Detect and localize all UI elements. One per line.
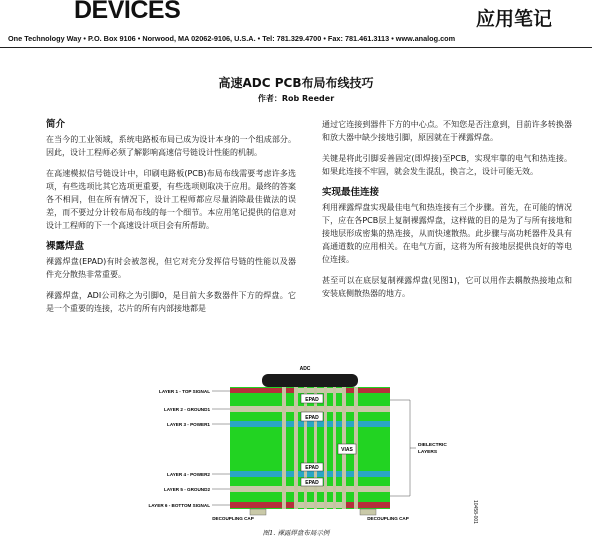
layer-label: LAYER 2 - GROUND1 (163, 407, 210, 412)
layer-label: LAYER 4 - POWER2 (167, 472, 210, 477)
board-stack (230, 387, 390, 509)
right-column (322, 118, 572, 308)
figure-number: 10458-001 (472, 500, 478, 524)
via (333, 387, 336, 509)
best-connection-paragraph-2: 甚至可以在底层复制裸露焊盘(见图1)，它可以用作去耦散热接地点和安装底侧散热器的地方。 (322, 276, 572, 298)
epad-label: EPAD (305, 397, 319, 403)
dielectric-label: DIELECTRIC (418, 443, 447, 448)
decoupling-cap-label-left: DECOUPLING CAP (212, 516, 254, 521)
intro-paragraph-1: 在当今的工业领域，系统电路板布局已成为设计本身的一个组成部分。因此，设计工程师必须了解影响高速信号链设计性能的机制。 (46, 135, 296, 157)
layer1-signal-right (342, 388, 390, 393)
layer-label: LAYER 3 - POWER1 (167, 422, 210, 427)
layer3-power (230, 421, 390, 427)
section-heading-intro: 简介 (46, 119, 66, 130)
layer-labels (148, 389, 230, 508)
vias-label: VIAS (341, 447, 353, 453)
epad-label: EPAD (305, 465, 319, 471)
section-heading-epad: 裸露焊盘 (46, 241, 85, 252)
decoupling-cap-label-right: DECOUPLING CAP (367, 516, 409, 521)
layer6-signal-left (230, 502, 298, 508)
layer2-ground (230, 406, 390, 412)
figure-caption: 图1. 裸露焊盘布局示例 (262, 529, 330, 537)
layer4-power (230, 471, 390, 477)
decoupling-cap-left (250, 509, 266, 515)
via (314, 387, 317, 509)
pcb-stackup-diagram (120, 364, 480, 524)
company-address-line: One Technology Way • P.O. Box 9106 • Norwood, MA 02062-9106, U.S.A. • Tel: 781.329.4700 • Fax: 781.461.3113 • www.analog.com (8, 34, 456, 43)
dielectric-label-2: LAYERS (418, 450, 438, 455)
article-title: 高速ADC PCB布局布线技巧 (218, 76, 374, 90)
header-rule (0, 47, 592, 48)
layer-label: LAYER 6 - BOTTOM SIGNAL (148, 503, 210, 508)
layer-label: LAYER 5 - GROUND2 (163, 487, 210, 492)
layer6-signal-right (342, 502, 390, 508)
layer-label: LAYER 1 - TOP SIGNAL (159, 389, 210, 394)
dielectric-callout (390, 400, 447, 496)
document-type-label: 应用笔记 (476, 8, 553, 30)
section-heading-best-connection: 实现最佳连接 (322, 187, 380, 198)
adc-label: ADC (299, 366, 311, 372)
brand-logo-text: DEVICES (74, 0, 181, 24)
epad-paragraph-1: 裸露焊盘(EPAD)有时会被忽视，但它对充分发挥信号链的性能以及器件充分散热非常重要。 (46, 257, 296, 279)
adc-chip (262, 374, 358, 387)
epad-paragraph-4: 关键是将此引脚妥善固定(即焊接)至PCB，实现牢靠的电气和热连接。如果此连接不牢固，就会发生混乱，换言之，设计可能无效。 (322, 154, 572, 176)
left-column (46, 118, 296, 323)
via (304, 387, 307, 509)
layer5-ground (230, 486, 390, 492)
via (324, 387, 327, 509)
epad-label: EPAD (305, 415, 319, 421)
epad-paragraph-2: 裸露焊盘，ADI公司称之为引脚0，是目前大多数器件下方的焊盘。它是一个重要的连接，芯片的所有内部接地都是 (46, 291, 296, 313)
intro-paragraph-2: 在高速模拟信号链设计中，印刷电路板(PCB)布局布线需要考虑许多选项，有些选项比其它选项更重要，有些选项则取决于应用。最终的答案各不相同，但在所有情况下，设计工程师都应尽量消除最佳做法的误差，而不要过分计较布局布线的每一个细节。本应用笔记提供的信息对设计工程师的下一个高速设计项目会有所帮助。 (46, 169, 296, 230)
via (282, 387, 286, 509)
article-author: 作者：Rob Reeder (257, 94, 335, 103)
best-connection-paragraph-1: 利用裸露焊盘实现最佳电气和热连接有三个步骤。首先，在可能的情况下，应在各PCB层上复制裸露焊盘，这样做的目的是为了与所有接地和接地层形成密集的热连接，从而快速散热。此步骤与高功耗器件及具有高通道数的应用相关。在电气方面，这将为所有接地层提供良好的等电位连接。 (322, 203, 572, 264)
epad-paragraph-3: 通过它连接到器件下方的中心点。不知您是否注意到，目前许多转换器和放大器中缺少接地引脚，原因就在于裸露焊盘。 (322, 120, 572, 142)
layer1-signal-left (230, 388, 298, 393)
via (294, 387, 298, 509)
epad-label: EPAD (305, 480, 319, 486)
decoupling-cap-right (360, 509, 376, 515)
